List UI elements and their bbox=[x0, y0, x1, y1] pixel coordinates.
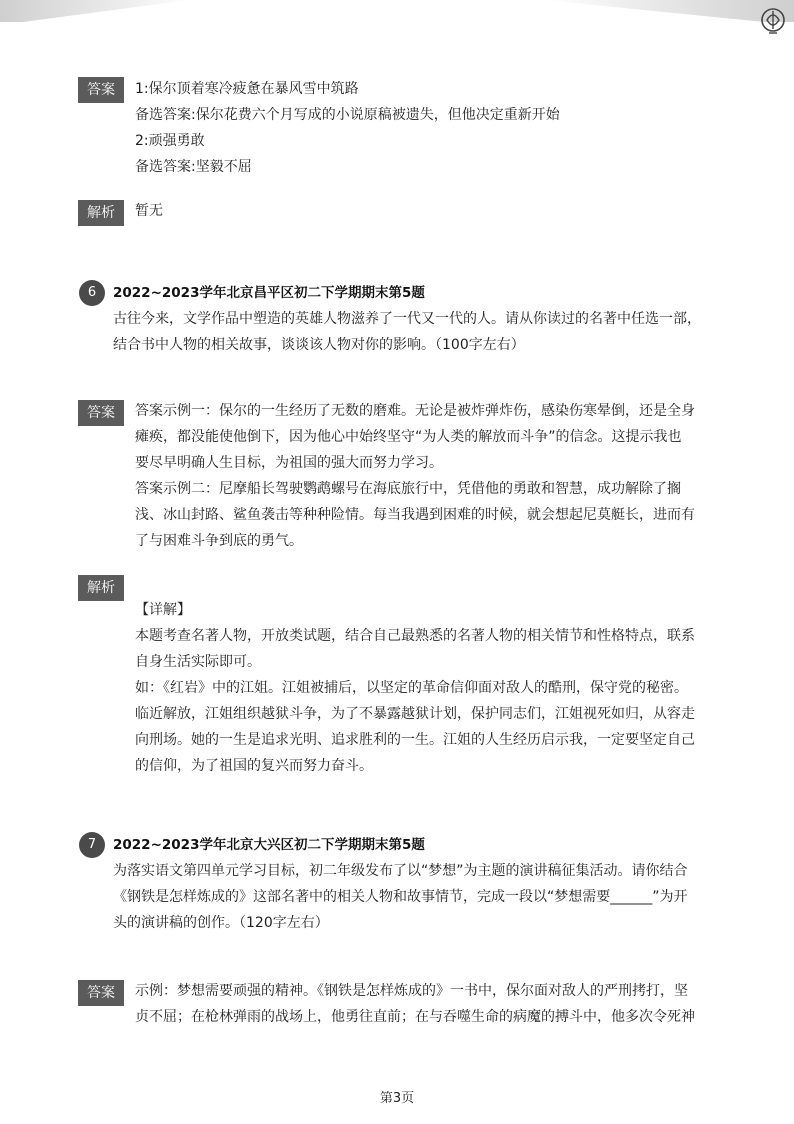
analysis-text bbox=[135, 597, 707, 779]
answer-line: 瘫痪，都没能使他倒下，因为他心中始终坚守“为人类的解放而斗争”的信念。这提示我也 bbox=[135, 429, 682, 445]
answer-label: 答案 bbox=[78, 400, 124, 426]
header-decoration-right bbox=[544, 0, 794, 22]
answer-line: 了与困难斗争到底的勇气。 bbox=[135, 533, 303, 549]
question-number-badge: 7 bbox=[79, 832, 105, 858]
answer-line: 答案示例二：尼摩船长驾驶鹦鹉螺号在海底旅行中，凭借他的勇敢和智慧，成功解除了搁 bbox=[135, 481, 681, 497]
analysis-text: 暂无 bbox=[135, 203, 163, 219]
answer-line: 2:顽强勇敢 bbox=[135, 133, 205, 149]
question-title: 2022~2023学年北京昌平区初二下学期期末第5题 bbox=[113, 285, 425, 301]
answer-line: 要尽早明确人生目标，为祖国的强大而努力学习。 bbox=[135, 455, 443, 471]
answer-line: 1:保尔顶着寒冷疲惫在暴风雪中筑路 bbox=[135, 81, 359, 97]
analysis-line: 如：《红岩》中的江姐。江姐被捕后，以坚定的革命信仰面对敌人的酷刑，保守党的秘密。 bbox=[135, 680, 688, 696]
analysis-line: 向刑场。她的一生是追求光明、追求胜利的一生。江姐的人生经历启示我，一定要坚定自己 bbox=[135, 732, 695, 748]
answer-line: 浅、冰山封路、鲨鱼袭击等种种险情。每当我遇到困难的时候，就会想起尼莫艇长，进而有 bbox=[135, 507, 695, 523]
header-decoration-left bbox=[0, 0, 190, 22]
answer-line: 贞不屈；在枪林弹雨的战场上，他勇往直前；在与吞噬生命的病魔的搏斗中，他多次令死神 bbox=[135, 1009, 695, 1025]
question-line: 头的演讲稿的创作。（120字左右） bbox=[113, 915, 329, 931]
answer-text bbox=[135, 398, 707, 554]
question-text bbox=[113, 306, 713, 358]
answer-line: 答案示例一：保尔的一生经历了无数的磨难。无论是被炸弹炸伤，感染伤寒晕倒，还是全身 bbox=[135, 403, 695, 419]
question-line: 为落实语文第四单元学习目标，初二年级发布了以“梦想”为主题的演讲稿征集活动。请你结合 bbox=[113, 863, 688, 879]
page-number: 第3页 bbox=[379, 1091, 415, 1106]
analysis-line: 临近解放，江姐组织越狱斗争，为了不暴露越狱计划，保护同志们，江姐视死如归，从容走 bbox=[135, 706, 695, 722]
question-text bbox=[113, 858, 713, 936]
question-line: 结合书中人物的相关故事，谈谈该人物对你的影响。（100字左右） bbox=[113, 337, 525, 353]
analysis-line: 的信仰，为了祖国的复兴而努力奋斗。 bbox=[135, 758, 373, 774]
analysis-line: 【详解】 bbox=[135, 602, 191, 618]
analysis-line: 本题考查名著人物，开放类试题，结合自己最熟悉的名著人物的相关情节和性格特点，联系 bbox=[135, 628, 695, 644]
question-title: 2022~2023学年北京大兴区初二下学期期末第5题 bbox=[113, 837, 425, 853]
analysis-label: 解析 bbox=[78, 200, 124, 226]
analysis-label: 解析 bbox=[78, 575, 124, 601]
answer-line: 备选答案:保尔花费六个月写成的小说原稿被遗失，但他决定重新开始 bbox=[135, 107, 560, 123]
answer-text bbox=[135, 76, 707, 180]
question-number-badge: 6 bbox=[79, 280, 105, 306]
question-line: 古往今来，文学作品中塑造的英雄人物滋养了一代又一代的人。请从你读过的名著中任选一部， bbox=[113, 311, 701, 327]
answer-label: 答案 bbox=[78, 980, 124, 1006]
logo-icon bbox=[759, 7, 787, 35]
question-line: 《钢铁是怎样炼成的》这部名著中的相关人物和故事情节，完成一段以“梦想需要______”为开 bbox=[113, 889, 688, 905]
answer-line: 示例：梦想需要顽强的精神。《钢铁是怎样炼成的》一书中，保尔面对敌人的严刑拷打，坚 bbox=[135, 983, 688, 999]
answer-text bbox=[135, 978, 707, 1030]
answer-line: 备选答案:坚毅不屈 bbox=[135, 159, 252, 175]
answer-label: 答案 bbox=[78, 77, 124, 103]
analysis-line: 自身生活实际即可。 bbox=[135, 654, 261, 670]
